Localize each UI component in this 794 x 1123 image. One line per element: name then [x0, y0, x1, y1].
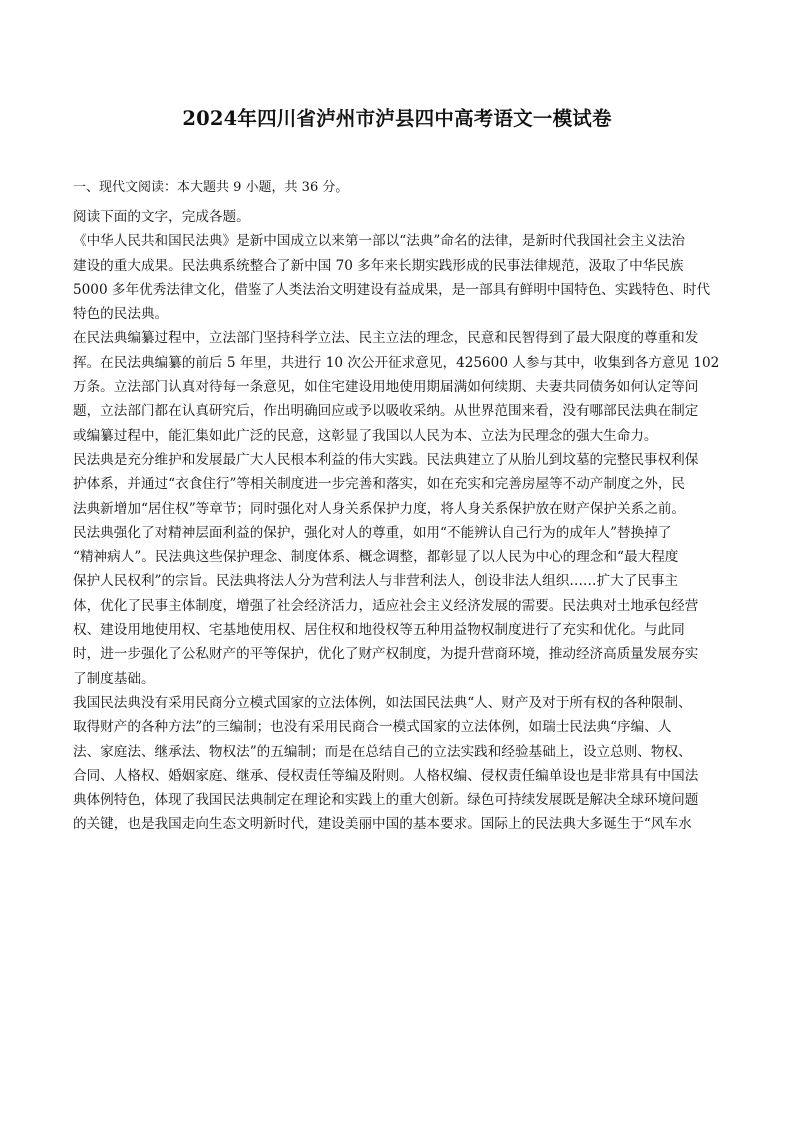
passage-line: 护体系，并通过“衣食住行”等相关制度进一步完善和落实，如在充实和完善房屋等不动产制度之外，民 [73, 476, 686, 493]
page-title: 2024年四川省泸州市泸县四中高考语文一模试卷 [182, 107, 612, 130]
passage-line: 民法典是充分维护和发展最广大人民根本利益的伟大实践。民法典建立了从胎儿到坟墓的完整民事权利保 [73, 451, 699, 468]
passage [73, 205, 723, 837]
passage-line: 法典新增加“居住权”等章节；同时强化对人身关系保护力度，将人身关系保护放在财产保护关系之前。 [73, 500, 686, 517]
passage-line: 了制度基础。 [73, 670, 155, 687]
passage-line: 万条。立法部门认真对待每一条意见，如住宅建设用地使用期届满如何续期、夫妻共同债务如何认定等问 [73, 379, 699, 396]
passage-line: 合同、人格权、婚姻家庭、继承、侵权责任等编及附则。人格权编、侵权责任编单设也是非常具有中国法 [73, 767, 699, 784]
passage-line: 建设的重大成果。民法典系统整合了新中国 70 多年来长期实践形成的民事法律规范，汲取了中华民族 [73, 257, 684, 274]
passage-line: 《中华人民共和国民法典》是新中国成立以来第一部以“法典”命名的法律，是新时代我国社会主义法治 [73, 233, 686, 250]
passage-line: 或编纂过程中，能汇集如此广泛的民意，这彰显了我国以人民为本、立法为民理念的强大生命力。 [73, 427, 658, 444]
passage-line: 挥。在民法典编纂的前后 5 年里，共进行 10 次公开征求意见，425600 人参与其中，收集到各方意见 102 [73, 354, 720, 371]
instruction-text: 阅读下面的文字，完成各题。 [73, 209, 250, 225]
passage-line: 取得财产的各种方法”的三编制；也没有采用民商合一模式国家的立法体例，如瑞士民法典“序编、人 [73, 719, 672, 736]
passage-line: 法、家庭法、继承法、物权法”的五编制；而是在总结自己的立法实践和经验基础上，设立总则、物权、 [73, 743, 692, 760]
passage-line: 保护人民权利”的宗旨。民法典将法人分为营利法人与非营利法人，创设非法人组织……扩大了民事主 [73, 573, 679, 590]
passage-line: 我国民法典没有采用民商分立模式国家的立法体例，如法国民法典“人、财产及对于所有权的各种限制、 [73, 694, 692, 711]
section-heading-text: 一、现代文阅读：本大题共 9 小题，共 36 分。 [73, 180, 349, 195]
passage-line: 5000 多年优秀法律文化，借鉴了人类法治文明建设有益成果，是一部具有鲜明中国特色、实践特色、时代 [73, 281, 711, 298]
passage-line: 题，立法部门都在认真研究后，作出明确回应或予以吸收采纳。从世界范围来看，没有哪部民法典在制定 [73, 403, 699, 420]
passage-line: 典体例特色，体现了我国民法典制定在理论和实践上的重大创新。绿色可持续发展既是解决全球环境问题 [73, 792, 699, 809]
passage-line: 特色的民法典。 [73, 306, 169, 323]
passage-line: 时，进一步强化了公私财产的平等保护，优化了财产权制度，为提升营商环境，推动经济高质量发展夯实 [73, 646, 699, 663]
passage-line: 体，优化了民事主体制度，增强了社会经济活力，适应社会主义经济发展的需要。民法典对土地承包经营 [73, 597, 699, 614]
passage-line: “精神病人”。民法典这些保护理念、制度体系、概念调整，都彰显了以人民为中心的理念和“最大程度 [73, 549, 679, 566]
section-heading [73, 176, 733, 195]
passage-line: 在民法典编纂过程中，立法部门坚持科学立法、民主立法的理念，民意和民智得到了最大限度的尊重和发 [73, 330, 699, 347]
passage-line: 民法典强化了对精神层面利益的保护，强化对人的尊重，如用“不能辨认自己行为的成年人”替换掉了 [73, 524, 672, 541]
passage-line: 权、建设用地使用权、宅基地使用权、居住权和地役权等五种用益物权制度进行了充实和优化。与此同 [73, 622, 685, 639]
passage-line: 的关键，也是我国走向生态文明新时代，建设美丽中国的基本要求。国际上的民法典大多诞生于“风车水 [73, 816, 692, 833]
